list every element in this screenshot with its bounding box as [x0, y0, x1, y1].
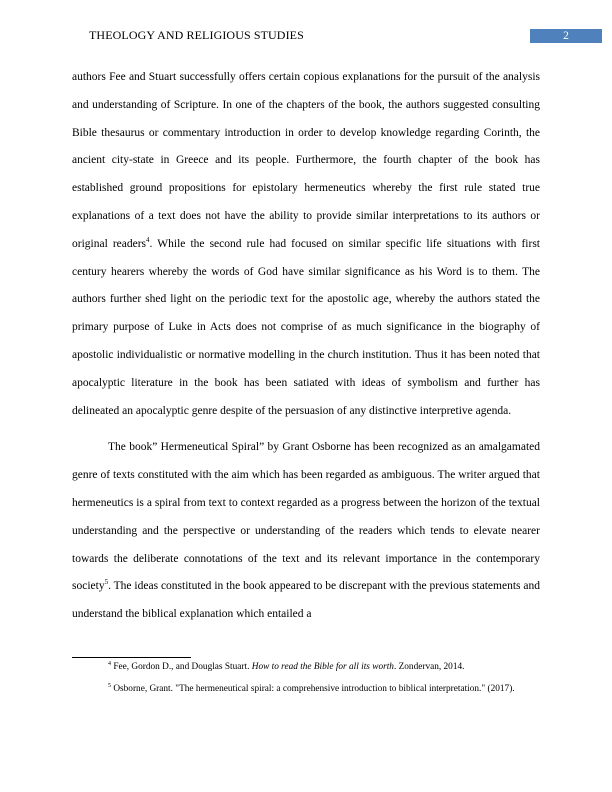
paragraph-2-text-b: . The ideas constituted in the book appeared to be discrepant with the previous statements and understand the biblical explanation which entailed a — [72, 580, 540, 621]
footnote-4-before: Fee, Gordon D., and Douglas Stuart. — [111, 662, 252, 672]
footnote-4-after: . Zondervan, 2014. — [393, 662, 465, 672]
page-number: 2 — [563, 30, 569, 42]
paragraph-2-text-a: The book” Hermeneutical Spiral” by Grant Osborne has been recognized as an amalgamated genre of texts constituted with the aim which has been regarded as ambiguous. The writer argued that hermeneutics is a spiral from text to context regarded as a progress between the horizon of the textual understanding and the perspective or understanding of the readers which tends to elevate nearer towards the deliberate connotations of the text and its relevant importance in the contemporary society — [72, 441, 540, 593]
paragraph-1-text-b: . While the second rule had focused on similar specific life situations with first century hearers whereby the words of God have similar significance as his Word is to them. The authors further shed light on the periodic text for the apostolic age, whereby the authors stated the primary purpose of Luke in Acts does not comprise of as much significance in the biography of apostolic individualistic or normative modelling in the church institution. Thus it has been noted that apocalyptic literature in the book has been satiated with ideas of symbolism and further has delineated an apocalyptic genre despite of the persuasion of any distinctive interpretive agenda. — [72, 237, 541, 417]
footnote-5-before: Osborne, Grant. "The hermeneutical spiral: a comprehensive introduction to biblical interpretation." (2017). — [111, 684, 515, 694]
footnote-ref-4[interactable]: 4 — [146, 235, 150, 244]
footnote-ref-5[interactable]: 5 — [104, 578, 109, 587]
paragraph-2 — [72, 434, 540, 629]
footnote-5 — [72, 683, 540, 696]
footnote-4-book-title: How to read the Bible for all its worth — [251, 662, 394, 672]
page-number-box — [530, 29, 602, 43]
footnote-separator — [72, 657, 191, 658]
footnote-4 — [72, 661, 540, 674]
running-header-title: THEOLOGY AND RELIGIOUS STUDIES — [89, 28, 304, 42]
body-text — [72, 64, 540, 629]
footnote-5-mark: 5 — [108, 682, 111, 689]
paragraph-1-text-a: authors Fee and Stuart successfully offers certain copious explanations for the pursuit of the analysis and understanding of Scripture. In one of the chapters of the book, the authors suggested consulting Bible thesaurus or commentary introduction in order to develop knowledge regarding Corinth, the ancient city-state in Greece and its people. Furthermore, the fourth chapter of the book has established ground propositions for epistolary hermeneutics whereby the first rule stated true explanations of a text does not have the ability to provide similar interpretations to its authors or original readers — [72, 71, 540, 250]
paragraph-1 — [72, 64, 540, 425]
footnote-4-mark: 4 — [108, 660, 111, 667]
